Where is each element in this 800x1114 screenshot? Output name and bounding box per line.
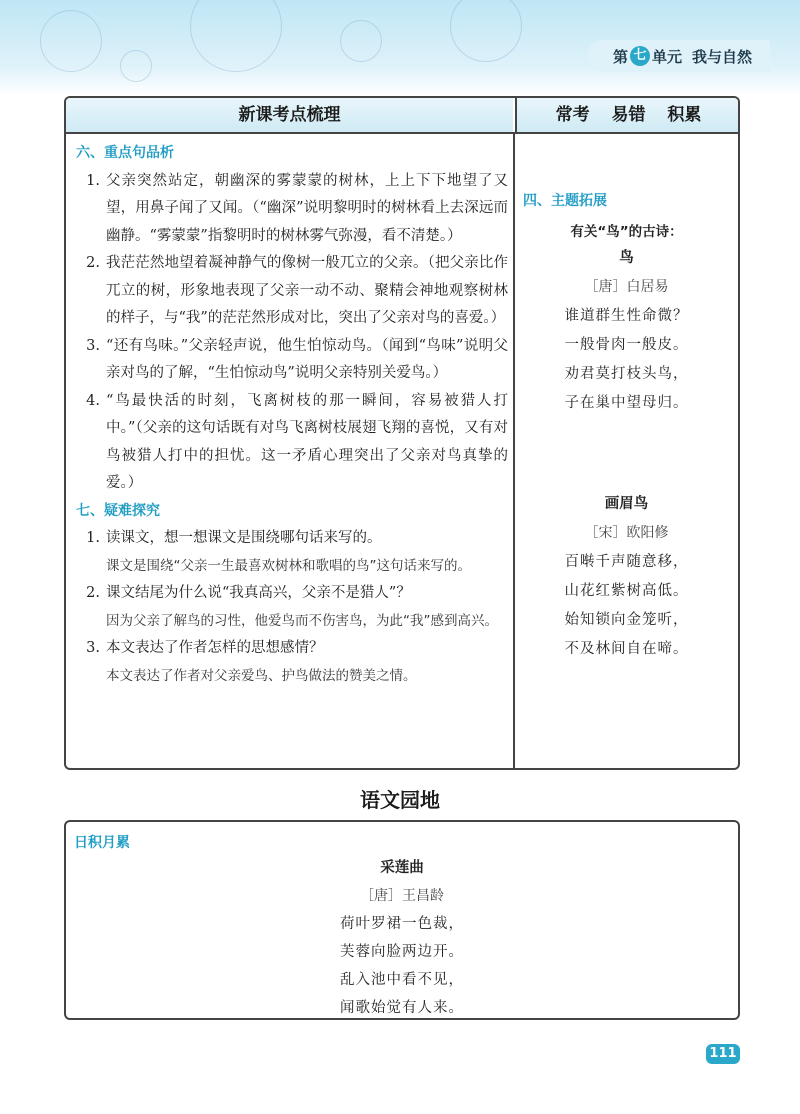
left-column xyxy=(76,140,508,690)
item-number: 3. xyxy=(86,640,100,656)
section-title: 七、疑难探究 xyxy=(76,502,160,519)
item-number: 1. xyxy=(86,530,100,546)
item-text: 父亲突然站定，朝幽深的雾蒙蒙的树林，上上下下地望了又望，用鼻子闻了又闻。（“幽深”说明黎明时的树林看上去深远而幽静。“雾蒙蒙”指黎明时的树林雾气弥漫，看不清楚。） xyxy=(106,172,508,244)
unit-suffix: 单元 xyxy=(651,47,682,66)
poem-line: 百啭千声随意移， xyxy=(564,554,689,570)
poem-author: ［宋］欧阳修 xyxy=(584,525,669,541)
list-item xyxy=(76,333,508,388)
right-header-word: 易错 xyxy=(611,105,646,125)
item-text: “鸟最快活的时刻，飞离树枝的那一瞬间，容易被猎人打中。”（父亲的这句话既有对鸟飞离树枝展翅飞翔的喜悦，又有对鸟被猎人打中的担忧。这一矛盾心理突出了父亲对鸟真挚的爱。） xyxy=(106,392,508,491)
list-item xyxy=(76,388,508,498)
section-title: 日积月累 xyxy=(74,835,130,851)
item-number: 3. xyxy=(86,337,100,354)
answer-text: 本文表达了作者对父亲爱鸟、护鸟做法的赞美之情。 xyxy=(106,667,417,684)
poem-line: 不及林间自在啼。 xyxy=(564,641,689,657)
poem-line: 子在巢中望母归。 xyxy=(564,395,689,411)
poem-line: 一般骨肉一般皮。 xyxy=(564,337,689,353)
unit-number-badge: 七 xyxy=(630,46,650,66)
item-number: 4. xyxy=(86,392,100,409)
poem-line: 芙蓉向脸两边开。 xyxy=(340,944,464,960)
item-text: 我茫茫然地望着凝神静气的像树一般兀立的父亲。（把父亲比作兀立的树，形象地表现了父亲一动不动、聚精会神地观察树林的样子，与“我”的茫茫然形成对比，突出了父亲对鸟的喜爱。） xyxy=(106,255,508,326)
poem-line: 劝君莫打枝头鸟， xyxy=(564,366,689,382)
poem-line: 始知锁向金笼听， xyxy=(564,612,689,628)
poem-line: 乱入池中看不见， xyxy=(340,972,464,988)
item-number: 2. xyxy=(86,255,100,271)
question-text: 读课文，想一想课文是围绕哪句话来写的。 xyxy=(106,530,382,546)
doodle-circle-icon xyxy=(450,0,522,62)
item-text: “还有鸟味。”父亲轻声说，他生怕惊动鸟。（闻到“鸟味”说明父亲对鸟的了解，“生怕惊动鸟”说明父亲特别关爱鸟。） xyxy=(106,337,508,381)
item-number: 2. xyxy=(86,585,100,601)
poem-cailianqu xyxy=(66,854,738,1022)
poem-line: 闻歌始觉有人来。 xyxy=(340,1000,464,1016)
right-header-word: 常考 xyxy=(555,105,590,125)
right-header-word: 积累 xyxy=(667,105,702,125)
question-text: 课文结尾为什么说“我真高兴，父亲不是猎人”？ xyxy=(106,585,411,601)
list-item xyxy=(76,635,508,663)
poem-line: 山花红紫树高低。 xyxy=(564,583,689,599)
poem-intro: 有关“鸟”的古诗： xyxy=(570,224,683,240)
list-item xyxy=(76,580,508,608)
section-title: 四、主题拓展 xyxy=(523,193,607,209)
poem-bird xyxy=(515,244,738,418)
unit-prefix: 第 xyxy=(612,47,628,66)
poem-huameiniao xyxy=(515,490,738,664)
poem-title: 采莲曲 xyxy=(380,860,424,876)
right-column xyxy=(515,132,738,768)
poem-line: 谁道群生性命微？ xyxy=(564,308,689,324)
right-column-header xyxy=(515,98,740,134)
list-item xyxy=(76,168,508,251)
garden-panel xyxy=(64,820,740,1020)
left-column-header: 新课考点梳理 xyxy=(66,98,513,134)
poem-title: 鸟 xyxy=(619,250,634,266)
doodle-circle-icon xyxy=(40,10,102,72)
list-item xyxy=(76,525,508,553)
unit-title: 我与自然 xyxy=(691,47,752,66)
review-panel xyxy=(64,96,740,770)
question-text: 本文表达了作者怎样的思想感情？ xyxy=(106,640,324,656)
doodle-circle-icon xyxy=(120,50,152,82)
doodle-circle-icon xyxy=(190,0,282,72)
answer-text: 因为父亲了解鸟的习性，他爱鸟而不伤害鸟，为此“我”感到高兴。 xyxy=(106,612,498,629)
page-number: 111 xyxy=(706,1044,740,1064)
doodle-circle-icon xyxy=(340,20,382,62)
section-title: 六、重点句品析 xyxy=(76,145,174,161)
poem-author: ［唐］白居易 xyxy=(584,279,669,295)
garden-title: 语文园地 xyxy=(360,788,440,812)
list-item xyxy=(76,250,508,333)
unit-label xyxy=(587,40,770,72)
poem-line: 荷叶罗裙一色裁， xyxy=(340,916,464,932)
item-number: 1. xyxy=(86,172,100,189)
answer-text: 课文是围绕“父亲一生最喜欢树林和歌唱的鸟”这句话来写的。 xyxy=(106,557,471,574)
poem-title: 画眉鸟 xyxy=(604,496,649,512)
poem-author: ［唐］王昌龄 xyxy=(360,888,444,904)
